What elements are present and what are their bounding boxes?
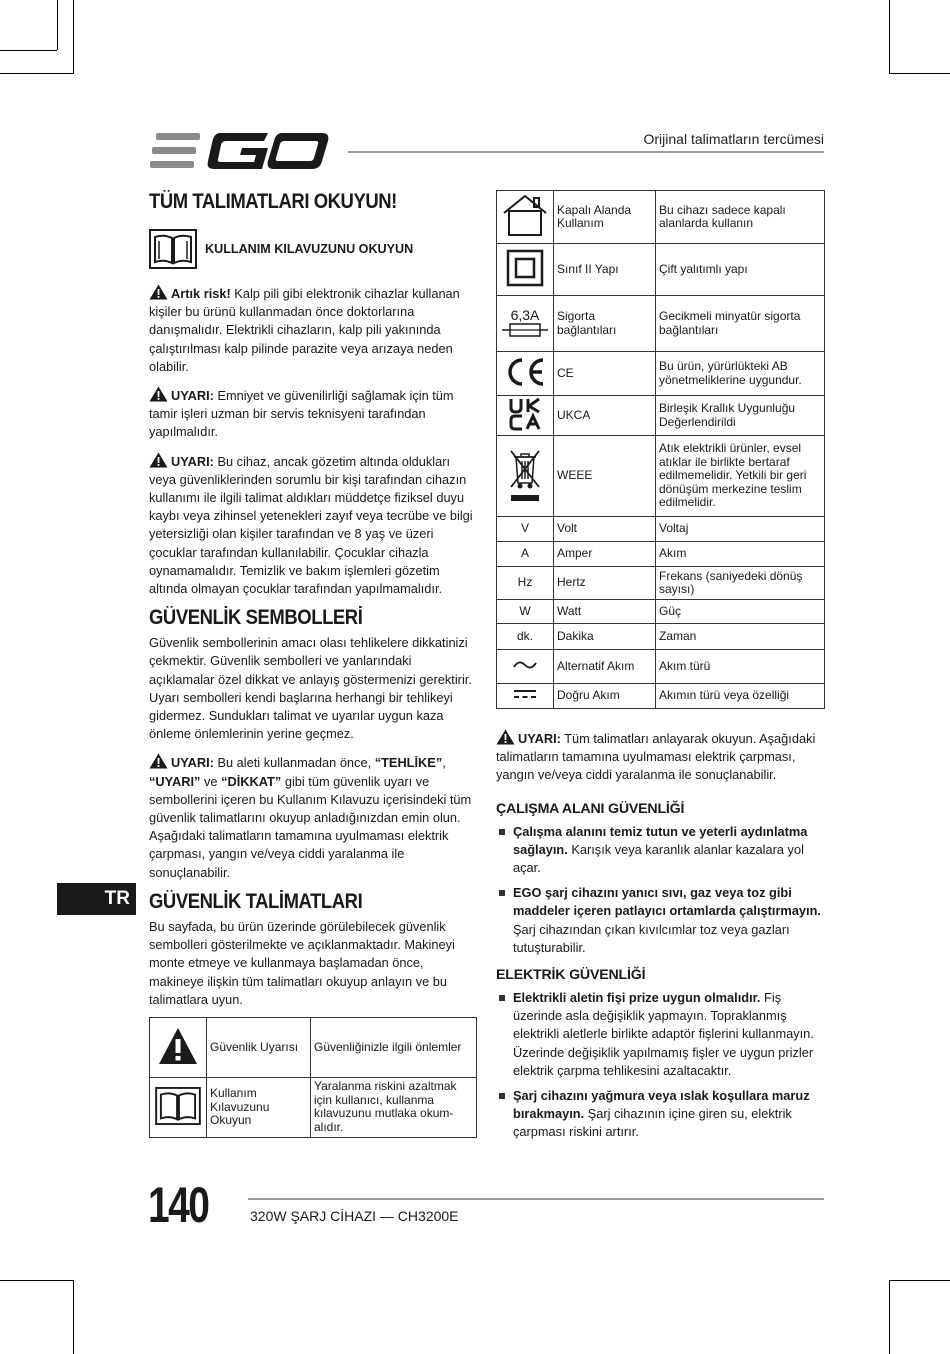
- warning-icon: [149, 386, 168, 402]
- crop-mark: [889, 1280, 890, 1354]
- table-icon-cell: [497, 684, 554, 709]
- electrical-safety-list: [496, 989, 825, 1142]
- safety-instructions-text: Bu sayfada, bu ürün üzerinde görülebilecek güvenlik sembolleri gösterilmekte ve açıklanmaktadır. Makineyi monte etmeye ve kullanmaya başlamadan önce, makineye ilişkin tüm talimatları okuyup anlayın ve bu talimatlara uyun.: [149, 918, 455, 1007]
- header-subtitle: Orijinal talimatların tercümesi: [643, 131, 824, 147]
- table-desc-cell: Bu cihazı sadece kapalı alanlarda kullanın: [656, 191, 825, 244]
- table-desc-cell: Atık elektrikli ürünler, evsel atıklar ile birlikte bertaraf edilmemelidir. Yetkili bir geri dönüşüm merkezine teslim edilmelidir.: [656, 436, 825, 517]
- table-name-cell: Kapalı Alanda Kullanım: [554, 191, 656, 244]
- table-icon-cell: [497, 650, 554, 684]
- ego-logo: [150, 131, 330, 171]
- right-column: [496, 190, 825, 1149]
- manual-row: [149, 229, 477, 269]
- table-row: [497, 352, 825, 396]
- table-row: [497, 600, 825, 624]
- ce-icon: [503, 356, 547, 388]
- warning-icon: [149, 452, 168, 468]
- table-name-cell: UKCA: [554, 396, 656, 436]
- footer-rule: [248, 1198, 824, 1200]
- table-row: [497, 684, 825, 709]
- table-name-cell: Volt: [554, 517, 656, 542]
- language-tab: TR: [57, 883, 136, 915]
- table-row: [150, 1077, 477, 1137]
- electrical-safety-title: ELEKTRİK GÜVENLİĞİ: [496, 967, 646, 984]
- crop-mark: [0, 1280, 74, 1281]
- ac-icon: [512, 658, 538, 672]
- crop-mark: [0, 50, 57, 51]
- table-desc-cell: Akım: [656, 542, 825, 567]
- table-icon-cell: [497, 296, 554, 352]
- bullet: [499, 829, 505, 835]
- table-name-cell: Alternatif Akım: [554, 650, 656, 684]
- table-name-cell: Watt: [554, 600, 656, 624]
- table-name-cell: Kullanım Kılavuzunu Okuyun: [207, 1077, 311, 1137]
- header-rule: [348, 151, 824, 153]
- table-name-cell: Amper: [554, 542, 656, 567]
- manual-icon: [149, 229, 197, 269]
- paragraph-warning-general: UYARI: Tüm talimatları anlayarak okuyun. Aşağıdaki talimatların tamamına uyulmaması elektrik çarpması, yangın ve/veya ciddi yaralanma ile sonuçlanabilir.: [496, 731, 816, 783]
- table-desc-cell: Birleşik Krallık Uygunluğu Değerlendirildi: [656, 396, 825, 436]
- table-row: [497, 244, 825, 296]
- table-desc-cell: Akım türü: [656, 650, 825, 684]
- table-icon-cell: [497, 352, 554, 396]
- table-name-cell: Sigorta bağlantıları: [554, 296, 656, 352]
- table-icon-cell: [497, 396, 554, 436]
- table-icon-cell: V: [497, 517, 554, 542]
- left-column: [149, 190, 477, 1138]
- list-item: Şarj cihazını yağmura veya ıslak koşullara maruz bırakmayın. Şarj cihazının içine giren su, elektrik çarpması riskini artırır.: [496, 1087, 825, 1142]
- table-icon-cell: [150, 1017, 207, 1077]
- table-name-cell: Dakika: [554, 624, 656, 650]
- table-desc-cell: Voltaj: [656, 517, 825, 542]
- safety-symbols-title: GÜVENLİK SEMBOLLERİ: [149, 606, 363, 630]
- table-row: [150, 1017, 477, 1077]
- table-desc-cell: Yaralanma riskini azaltmak için kullanıcı, kullanma kılavuzunu mutlaka okum-alıdır.: [311, 1077, 477, 1137]
- crop-mark: [73, 1280, 74, 1354]
- table-row: [497, 624, 825, 650]
- table-name-cell: Sınıf II Yapı: [554, 244, 656, 296]
- dc-icon: [512, 688, 538, 700]
- weee-icon: [507, 445, 543, 503]
- safety-instructions-title: GÜVENLİK TALİMATLARI: [149, 889, 363, 913]
- crop-mark: [889, 1280, 950, 1281]
- table-desc-cell: Gecikmeli minyatür sigorta bağlantıları: [656, 296, 825, 352]
- table-icon-cell: [497, 436, 554, 517]
- table-row: [497, 567, 825, 600]
- bullet: [499, 995, 505, 1001]
- table-desc-cell: Frekans (saniyedeki dönüş sayısı): [656, 567, 825, 600]
- table-icon-cell: dk.: [497, 624, 554, 650]
- table-desc-cell: Güvenliğinizle ilgili önlemler: [311, 1017, 477, 1077]
- work-area-title: ÇALIŞMA ALANI GÜVENLİĞİ: [496, 800, 685, 817]
- warning-icon: [149, 753, 168, 769]
- paragraph-warning-service: UYARI: Emniyet ve güvenilirliği sağlamak için tüm tamir işleri uzman bir servis teknisyeni tarafından yapılmalıdır.: [149, 388, 454, 440]
- table-icon-cell: A: [497, 542, 554, 567]
- bullet: [499, 890, 505, 896]
- warning-icon: [149, 284, 168, 300]
- paragraph-warning-children: UYARI: Bu cihaz, ancak gözetim altında oldukları veya güvenliklerinden sorumlu bir kişi tarafından cihazın kullanımı ile ilgili talimat aldıkları müddetçe fiziksel duyu kaybı veya zihinsel yetenekleri zayıf veya tecrübe ve bilgi yetersizliği olan kişiler tarafından ve 8 yaş ve üzeri çocuklar tarafından kullanılabilir. Çocuklar cihazla oynamamalıdır. Temizlik ve bakım işlemleri gözetim altında olmayan çocuklar tarafından yapılmamalıdır.: [149, 453, 473, 597]
- warning-icon: [158, 1026, 198, 1066]
- table-row: [497, 650, 825, 684]
- manual-icon: [155, 1087, 201, 1125]
- table-name-cell: Güvenlik Uyarısı: [207, 1017, 311, 1077]
- bullet: [499, 1093, 505, 1099]
- table-row: [497, 436, 825, 517]
- paragraph-warning-read: UYARI: Bu aleti kullanmadan önce, “TEHLİKE”, “UYARI” ve “DİKKAT” gibi tüm güvenlik uyarı ve sembollerini içeren bu Kullanım Kılavuzu içerisindeki tüm güvenlik talimatlarını okuyup anladığınızdan emin olun. Aşağıdaki talimatların tamamına uyulmaması elektrik çarpması, yangın ve/veya ciddi yaralanma ile sonuçlanabilir.: [149, 755, 472, 880]
- crop-mark: [0, 73, 74, 74]
- list-item: EGO şarj cihazını yanıcı sıvı, gaz veya toz gibi maddeler içeren patlayıcı ortamlarda çalıştırmayın. Şarj cihazından çıkan kıvılcımlar toz veya gazları tutuşturabilir.: [496, 884, 825, 957]
- table-desc-cell: Bu ürün, yürürlükteki AB yönetmeliklerine uygundur.: [656, 352, 825, 396]
- left-symbol-table: [149, 1017, 477, 1138]
- table-icon-cell: [497, 244, 554, 296]
- table-row: [497, 396, 825, 436]
- table-desc-cell: Akımın türü veya özelliği: [656, 684, 825, 709]
- crop-mark: [57, 0, 58, 50]
- fuse-rating: 6,3A: [510, 306, 540, 323]
- crop-mark: [889, 73, 950, 74]
- house-icon: [501, 193, 549, 237]
- table-row: [497, 517, 825, 542]
- crop-mark: [889, 0, 890, 74]
- table-row: [497, 191, 825, 244]
- table-desc-cell: Zaman: [656, 624, 825, 650]
- table-icon-cell: Hz: [497, 567, 554, 600]
- table-row: [497, 542, 825, 567]
- table-name-cell: Hertz: [554, 567, 656, 600]
- class2-icon: [506, 249, 544, 287]
- table-icon-cell: [150, 1077, 207, 1137]
- table-icon-cell: [497, 191, 554, 244]
- table-desc-cell: Çift yalıtımlı yapı: [656, 244, 825, 296]
- manual-label: KULLANIM KILAVUZUNU OKUYUN: [205, 242, 414, 256]
- right-symbol-table: [496, 190, 825, 709]
- table-row: [497, 296, 825, 352]
- paragraph-residual-risk: Artık risk! Kalp pili gibi elektronik cihazlar kullanan kişiler bu ürünü kullanmadan önce doktorlarına danışmalıdır. Elektrikli cihazların, kalp pili yakınında çalıştırılması kalp pilinde parazite veya arızaya neden olabilir.: [149, 286, 460, 374]
- table-desc-cell: Güç: [656, 600, 825, 624]
- warning-icon: [496, 729, 515, 745]
- fuse-icon: [502, 323, 548, 337]
- safety-symbols-text: Güvenlik sembollerinin amacı olası tehlikelere dikkatinizi çekmektir. Güvenlik sembolleri ve yanlarındaki açıklamalar özel dikkat ve anlayış göstermenizi gerektirir. Uyarı sembolleri kendi başlarına herhangi bir tehlikeyi gidermez. Sundukları talimat ve uyarılar uygun kaza önleme önlemlerinin yerine geçmez.: [149, 635, 472, 742]
- list-item: Çalışma alanını temiz tutun ve yeterli aydınlatma sağlayın. Karışık veya karanlık alanlar kazalara yol açar.: [496, 823, 825, 878]
- crop-mark: [73, 0, 74, 74]
- table-icon-cell: W: [497, 600, 554, 624]
- table-name-cell: Doğru Akım: [554, 684, 656, 709]
- work-area-list: [496, 823, 825, 957]
- list-item: Elektrikli aletin fişi prize uygun olmalıdır. Fiş üzerinde asla değişiklik yapmayın. Topraklanmış elektrikli aletlerle birlikte adaptör fişlerini kullanmayın. Üzerinde değişiklik yapılmamış fişler ve uygun prizler elektrik çarpma tehlikesini azaltacaktır.: [496, 989, 825, 1080]
- table-name-cell: WEEE: [554, 436, 656, 517]
- page-number: 140: [148, 1177, 209, 1233]
- ukca-icon: [508, 397, 542, 431]
- read-instructions-title: TÜM TALIMATLARI OKUYUN!: [149, 190, 397, 213]
- footer-product: 320W ŞARJ CİHAZI — CH3200E: [250, 1208, 459, 1224]
- table-name-cell: CE: [554, 352, 656, 396]
